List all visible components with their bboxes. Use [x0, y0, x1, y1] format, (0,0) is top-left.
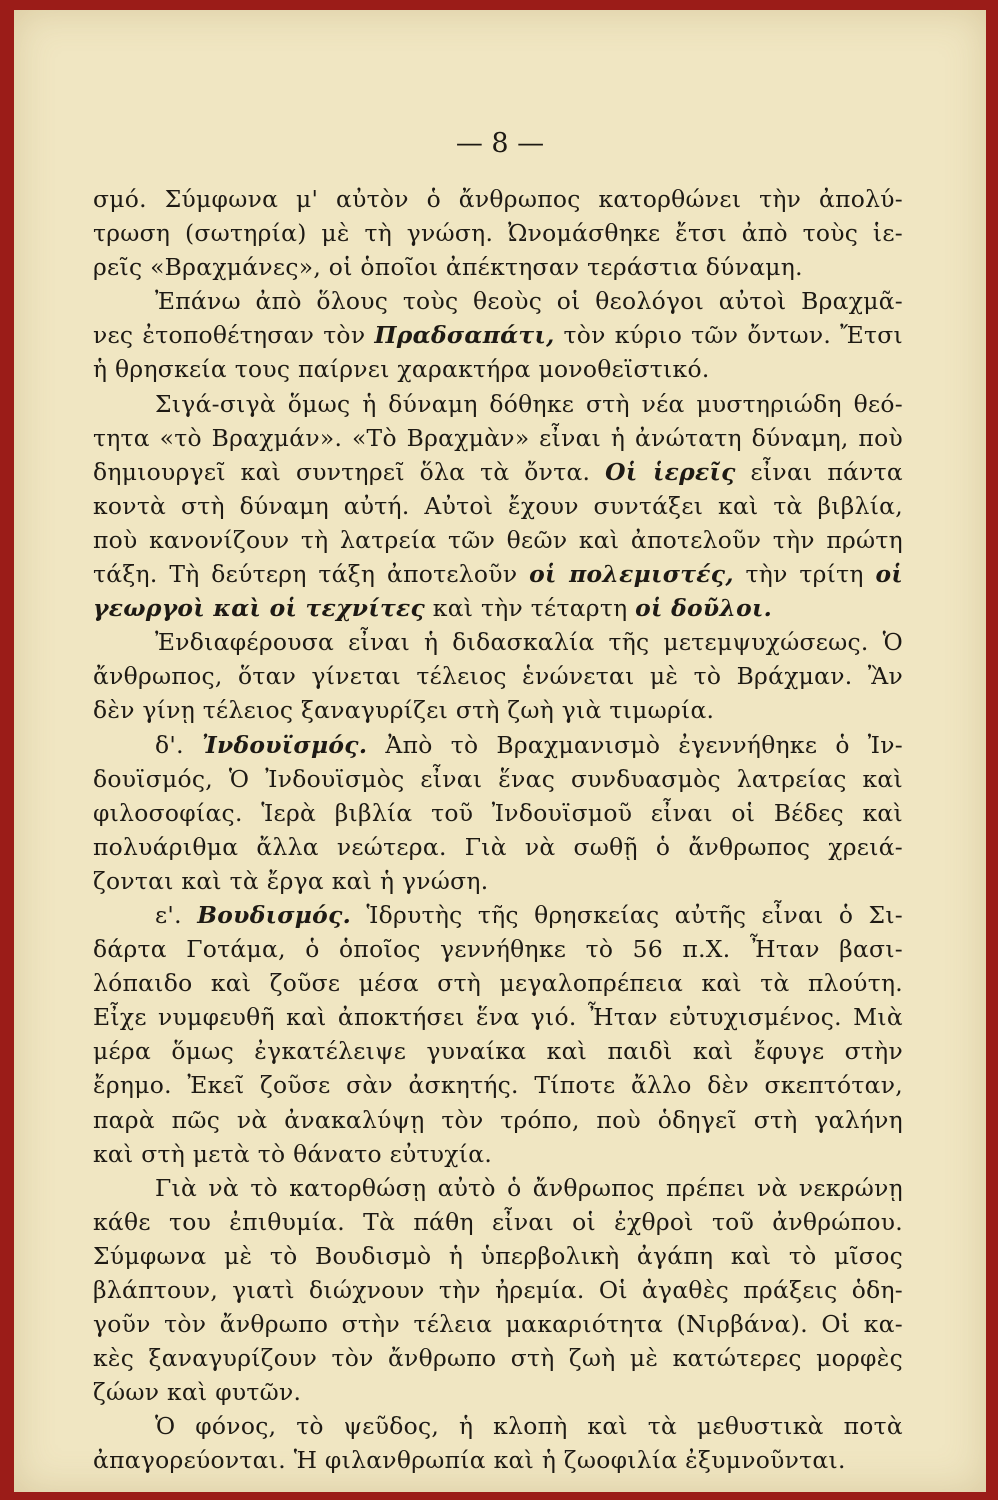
text-line [93, 898, 903, 932]
text-run: Σιγά-σιγὰ ὅμως ἡ δύναμη δόθηκε στὴ νέα μυστηριώδη θεό- [155, 389, 903, 418]
text-run: ζονται καὶ τὰ ἔργα καὶ ἡ γνώση. [93, 866, 489, 895]
text-run: τὴν τρίτη [733, 560, 876, 589]
body-text [93, 182, 903, 1478]
text-line [93, 966, 903, 1000]
text-run: τητα «τὸ Βραχμάν». «Τὸ Βραχμὰν» εἶναι ἡ ἀνώτατη δύναμη, ποὺ [93, 423, 903, 452]
text-line [93, 455, 903, 489]
text-run: ἄνθρωπος, ὅταν γίνεται τέλειος ἑνώνεται μὲ τὸ Βράχμαν. Ἂν [93, 662, 903, 691]
text-line [93, 284, 903, 318]
text-line [93, 1307, 903, 1341]
text-line [93, 387, 903, 421]
text-run: ρεῖς «Βραχμάνες», οἱ ὁποῖοι ἀπέκτησαν τεράστια δύναμη. [93, 253, 803, 282]
text-run: λόπαιδο καὶ ζοῦσε μέσα στὴ μεγαλοπρέπεια καὶ τὰ πλούτη. [93, 969, 903, 998]
text-run: τρωση (σωτηρία) μὲ τὴ γνώση. Ὠνομάσθηκε ἔτσι ἀπὸ τοὺς ἱε- [93, 219, 903, 248]
emphasis-text: γεωργοὶ καὶ οἱ τεχνίτες [93, 594, 426, 623]
text-run: μέρα ὅμως ἐγκατέλειψε γυναίκα καὶ παιδὶ καὶ ἔφυγε στὴν [93, 1037, 903, 1066]
text-line [93, 352, 903, 386]
text-line [93, 659, 903, 693]
text-line [93, 830, 903, 864]
text-run: δάρτα Γοτάμα, ὁ ὁποῖος γεννήθηκε τὸ 56 π.Χ. Ἦταν βασι- [93, 935, 903, 964]
text-run: καὶ τὴν τέταρτη [425, 594, 636, 623]
text-line [93, 1034, 903, 1068]
text-run: ἡ θρησκεία τους παίρνει χαρακτήρα μονοθεϊστικό. [93, 355, 710, 384]
text-run: δ'. [155, 730, 202, 759]
text-line [93, 1137, 903, 1171]
text-run: Ἐπάνω ἀπὸ ὅλους τοὺς θεοὺς οἱ θεολόγοι αὐτοὶ Βραχμᾶ- [155, 287, 903, 316]
text-line [93, 318, 903, 352]
text-run: Σύμφωνα μὲ τὸ Βουδισμὸ ἡ ὑπερβολικὴ ἀγάπη καὶ τὸ μῖσος [93, 1241, 903, 1270]
text-line [93, 591, 903, 625]
text-line [93, 728, 903, 762]
text-run: πολυάριθμα ἄλλα νεώτερα. Γιὰ νὰ σωθῇ ὁ ἄνθρωπος χρειά- [93, 832, 903, 861]
text-run: δὲν γίνῃ τέλειος ξαναγυρίζει στὴ ζωὴ γιὰ τιμωρία. [93, 696, 715, 725]
emphasis-text: οἱ [875, 560, 903, 589]
text-run: φιλοσοφίας. Ἱερὰ βιβλία τοῦ Ἰνδουϊσμοῦ εἶναι οἱ Βέδες καὶ [93, 798, 903, 827]
text-line [93, 1409, 903, 1443]
page-number: — 8 — [455, 128, 545, 159]
text-line [93, 1443, 903, 1477]
text-line [93, 489, 903, 523]
emphasis-text: οἱ πολεμιστές, [529, 560, 734, 589]
text-run: κάθε του ἐπιθυμία. Τὰ πάθη εἶναι οἱ ἐχθροὶ τοῦ ἀνθρώπου. [93, 1207, 903, 1236]
text-line [93, 182, 903, 216]
text-line [93, 762, 903, 796]
text-run: δουϊσμός, Ὁ Ἰνδουϊσμὸς εἶναι ἕνας συνδυασμὸς λατρείας καὶ [93, 764, 903, 793]
emphasis-text: Πραδσαπάτι, [374, 321, 555, 350]
text-line [93, 693, 903, 727]
text-run: καὶ στὴ μετὰ τὸ θάνατο εὐτυχία. [93, 1139, 493, 1168]
text-line [93, 864, 903, 898]
text-line [93, 250, 903, 284]
text-line [93, 216, 903, 250]
text-run: παρὰ πῶς νὰ ἀνακαλύψῃ τὸν τρόπο, ποὺ ὁδηγεῖ στὴ γαλήνη [93, 1105, 903, 1134]
text-line [93, 421, 903, 455]
text-run: ἀπαγορεύονται. Ἡ φιλανθρωπία καὶ ἡ ζωοφιλία ἐξυμνοῦνται. [93, 1446, 846, 1475]
text-run: Εἶχε νυμφευθῆ καὶ ἀποκτήσει ἕνα γιό. Ἦταν εὐτυχισμένος. Μιὰ [93, 1003, 903, 1032]
text-run: τάξη. Τὴ δεύτερη τάξη ἀποτελοῦν [93, 560, 530, 589]
text-line [93, 932, 903, 966]
text-line [93, 1375, 903, 1409]
text-run: Γιὰ νὰ τὸ κατορθώσῃ αὐτὸ ὁ ἄνθρωπος πρέπει νὰ νεκρώνῃ [155, 1173, 903, 1202]
text-line [93, 625, 903, 659]
text-line [93, 1068, 903, 1102]
text-line [93, 523, 903, 557]
text-line [93, 1341, 903, 1375]
text-run: νες ἐτοποθέτησαν τὸν [93, 321, 375, 350]
text-line [93, 557, 903, 591]
text-run: Ἀπὸ τὸ Βραχμανισμὸ ἐγεννήθηκε ὁ Ἰν- [367, 730, 904, 759]
emphasis-text: Ἰνδουϊσμός. [201, 730, 368, 759]
emphasis-text: Βουδισμός. [197, 900, 352, 929]
text-run: Ὁ φόνος, τὸ ψεῦδος, ἡ κλοπὴ καὶ τὰ μεθυστικὰ ποτὰ [155, 1412, 903, 1441]
text-run: ποὺ κανονίζουν τὴ λατρεία τῶν θεῶν καὶ ἀποτελοῦν τὴν πρώτη [93, 525, 903, 554]
text-run: δημιουργεῖ καὶ συντηρεῖ ὅλα τὰ ὄντα. [93, 457, 606, 486]
text-run: βλάπτουν, γιατὶ διώχνουν τὴν ἠρεμία. Οἱ ἀγαθὲς πράξεις ὁδη- [93, 1276, 903, 1304]
text-run: γοῦν τὸν ἄνθρωπο στὴν τέλεια μακαριότητα (Νιρβάνα). Οἱ κα- [93, 1310, 903, 1339]
text-line [93, 1000, 903, 1034]
emphasis-text: οἱ δοῦλοι. [635, 594, 773, 623]
text-run: Ἐνδιαφέρουσα εἶναι ἡ διδασκαλία τῆς μετεμψυχώσεως. Ὁ [155, 628, 903, 657]
document-page [14, 10, 986, 1492]
text-run: σμό. Σύμφωνα μ' αὐτὸν ὁ ἄνθρωπος κατορθώνει τὴν ἀπολύ- [93, 185, 903, 213]
text-line [93, 1171, 903, 1205]
text-line [93, 796, 903, 830]
text-run: Ἱδρυτὴς τῆς θρησκείας αὐτῆς εἶναι ὁ Σι- [351, 900, 904, 929]
text-run: ε'. [155, 900, 198, 929]
text-run: ἔρημο. Ἐκεῖ ζοῦσε σὰν ἀσκητής. Τίποτε ἄλλο δὲν σκεπτόταν, [93, 1071, 903, 1100]
text-run: κοντὰ στὴ δύναμη αὐτή. Αὐτοὶ ἔχουν συντάξει καὶ τὰ βιβλία, [93, 491, 903, 520]
text-line [93, 1205, 903, 1239]
text-line [93, 1273, 903, 1307]
emphasis-text: Οἱ ἱερεῖς [605, 457, 736, 486]
text-run: εἶναι πάντα [735, 457, 903, 486]
text-run: ζώων καὶ φυτῶν. [93, 1378, 302, 1407]
text-line [93, 1239, 903, 1273]
text-line [93, 1103, 903, 1137]
text-run: κὲς ξαναγυρίζουν τὸν ἄνθρωπο στὴ ζωὴ μὲ κατώτερες μορφὲς [93, 1344, 903, 1373]
text-run: τὸν κύριο τῶν ὄντων. Ἔτσι [554, 321, 903, 350]
